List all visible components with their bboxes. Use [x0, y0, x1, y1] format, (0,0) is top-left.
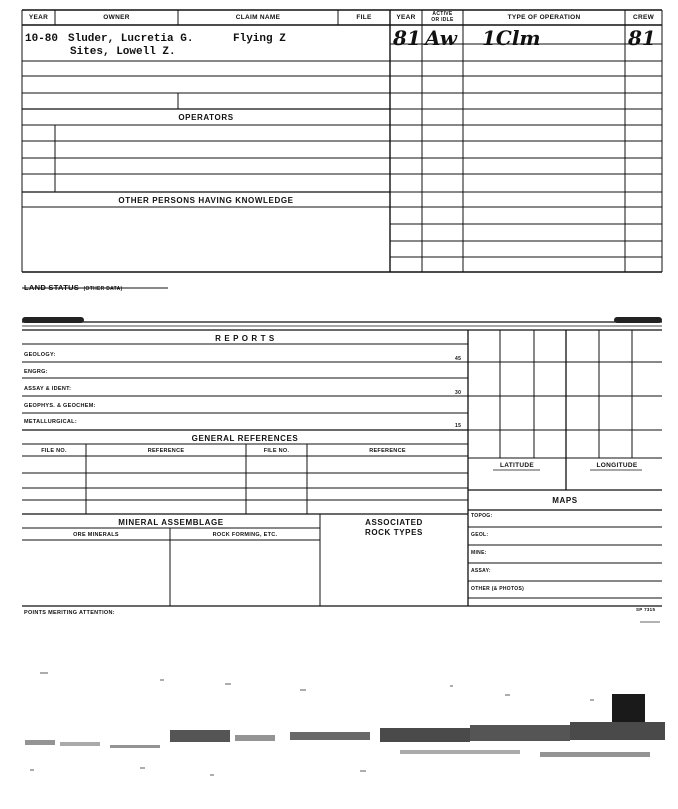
header-type-of-operation: TYPE OF OPERATION — [507, 14, 581, 21]
operation-entry-year: 81 — [393, 26, 421, 50]
mineral-assemblage-title: MINERAL ASSEMBLAGE — [118, 518, 224, 527]
operators-label: OPERATORS — [178, 113, 234, 122]
header-owner: OWNER — [103, 14, 130, 21]
maps-row-other: OTHER (& PHOTOS) — [471, 586, 525, 592]
header-active-top: ACTIVE — [432, 11, 453, 17]
owner-entry-2-owner: Sites, Lowell Z. — [70, 46, 176, 58]
gr-header-file-no-1: FILE NO. — [41, 448, 67, 454]
gr-header-reference-2: REFERENCE — [369, 448, 406, 454]
report-row-geology: GEOLOGY: — [24, 352, 56, 358]
header-crew: CREW — [632, 14, 655, 21]
land-status-sub: (OTHER DATA) — [83, 286, 123, 292]
header-year: YEAR — [28, 14, 49, 21]
reports-title: R E P O R T S — [215, 334, 275, 343]
land-status-title: LAND STATUS — [24, 283, 80, 292]
operation-entry-active: Aw — [425, 26, 457, 50]
other-persons-label: OTHER PERSONS HAVING KNOWLEDGE — [118, 196, 294, 205]
general-references-title: GENERAL REFERENCES — [191, 434, 299, 443]
report-row-assay: ASSAY & IDENT: — [24, 386, 72, 392]
maps-row-topog: TOPOG: — [471, 513, 493, 519]
gr-header-reference-1: REFERENCE — [147, 448, 185, 454]
owner-entry-1-claim: Flying Z — [233, 33, 286, 45]
points-meriting-label: POINTS MERITING ATTENTION: — [24, 610, 115, 616]
report-row-assay-num: 30 — [455, 390, 462, 396]
header-file: FILE — [356, 14, 372, 21]
maps-row-mine: MINE: — [471, 550, 487, 556]
operation-entry-crew: 81 — [628, 26, 656, 50]
header-year-operation: YEAR — [396, 14, 416, 21]
longitude-label: LONGITUDE — [596, 462, 638, 469]
maps-title: MAPS — [552, 496, 578, 505]
owner-entry-1-owner: Sluder, Lucretia G. — [68, 33, 194, 45]
gr-header-file-no-2: FILE NO. — [263, 448, 290, 454]
operation-entry-type: 1Clm — [482, 26, 541, 50]
rock-forming-header: ROCK FORMING, ETC. — [212, 532, 278, 538]
form-number: SP 7315 — [636, 607, 656, 612]
report-row-engrg: ENGRG: — [24, 369, 48, 375]
report-row-metallurgical-num: 15 — [455, 423, 462, 429]
maps-row-assay: ASSAY: — [471, 568, 491, 574]
report-row-geology-num: 45 — [455, 356, 462, 362]
maps-row-geol: GEOL: — [471, 532, 489, 538]
associated-line-2: ROCK TYPES — [364, 528, 423, 537]
ore-minerals-header: ORE MINERALS — [73, 532, 119, 538]
latitude-label: LATITUDE — [499, 462, 535, 469]
associated-line-1: ASSOCIATED — [365, 518, 423, 527]
header-claim-name: CLAIM NAME — [235, 14, 281, 21]
report-row-metallurgical: METALLURGICAL: — [24, 419, 77, 425]
header-active-bottom: OR IDLE — [431, 17, 454, 23]
owner-entry-1-year: 10-80 — [25, 33, 59, 45]
report-row-geophys: GEOPHYS. & GEOCHEM: — [24, 403, 96, 409]
